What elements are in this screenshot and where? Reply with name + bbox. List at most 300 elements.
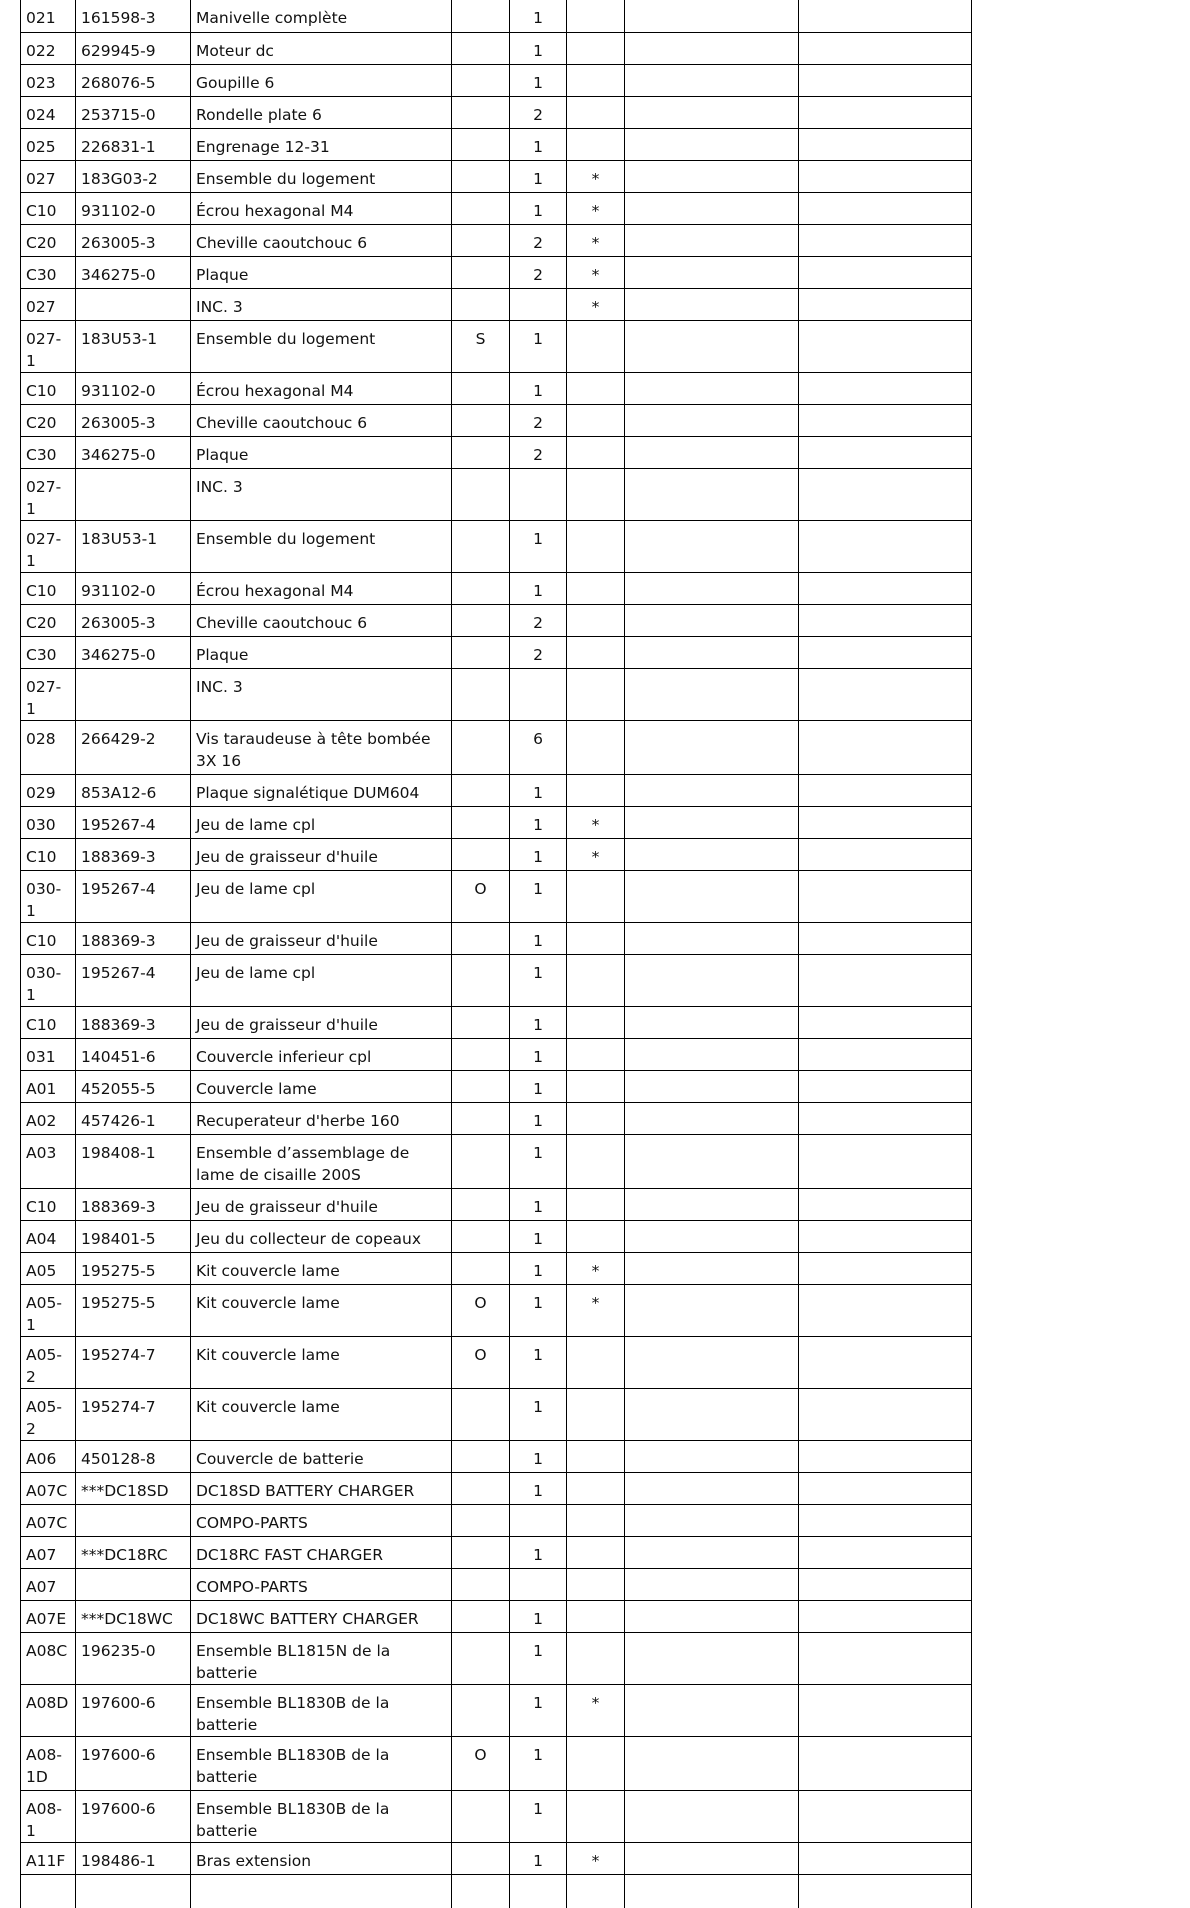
marker-cell: * <box>567 288 625 320</box>
notes-cell <box>799 128 972 160</box>
table-row <box>21 1038 972 1070</box>
notes-cell <box>799 954 972 1006</box>
part-number-cell: 346275-0 <box>76 256 191 288</box>
part-number-cell: 196235-0 <box>76 1632 191 1684</box>
part-number-cell: 931102-0 <box>76 572 191 604</box>
notes-cell <box>799 1038 972 1070</box>
item-number-cell: C10 <box>21 572 76 604</box>
part-number-cell: 183U53-1 <box>76 520 191 572</box>
table-row <box>21 1070 972 1102</box>
marker-cell <box>567 1504 625 1536</box>
flag-cell <box>452 720 510 774</box>
item-number-cell: A05-2 <box>21 1388 76 1440</box>
flag-cell: O <box>452 1736 510 1790</box>
part-number-cell: 183G03-2 <box>76 160 191 192</box>
item-number-cell: 030-1 <box>21 870 76 922</box>
table-row <box>21 1284 972 1336</box>
parts-table <box>20 0 972 1908</box>
marker-cell <box>567 468 625 520</box>
description-cell: Ensemble BL1815N de la batterie <box>191 1632 452 1684</box>
marker-cell: * <box>567 806 625 838</box>
marker-cell <box>567 1568 625 1600</box>
marker-cell <box>567 1632 625 1684</box>
description-cell: Couvercle de batterie <box>191 1440 452 1472</box>
quantity-cell: 1 <box>510 1472 567 1504</box>
item-number-cell: 029 <box>21 774 76 806</box>
quantity-cell: 1 <box>510 954 567 1006</box>
table-row <box>21 1842 972 1874</box>
marker-cell <box>567 404 625 436</box>
description-cell: Recuperateur d'herbe 160 <box>191 1102 452 1134</box>
item-number-cell: A05 <box>21 1252 76 1284</box>
quantity-cell: 1 <box>510 1842 567 1874</box>
marker-cell <box>567 1102 625 1134</box>
quantity-cell: 1 <box>510 1388 567 1440</box>
notes-cell <box>799 1006 972 1038</box>
quantity-cell: 2 <box>510 256 567 288</box>
marker-cell: * <box>567 192 625 224</box>
table-row <box>21 1134 972 1188</box>
table-row <box>21 668 972 720</box>
description-cell: Plaque <box>191 636 452 668</box>
item-number-cell: A08-1D <box>21 1736 76 1790</box>
item-number-cell: A07 <box>21 1536 76 1568</box>
item-number-cell: C10 <box>21 1006 76 1038</box>
marker-cell: * <box>567 160 625 192</box>
flag-cell <box>452 288 510 320</box>
description-cell: Ensemble du logement <box>191 160 452 192</box>
part-number-cell <box>76 668 191 720</box>
notes-cell <box>799 604 972 636</box>
item-number-cell: C10 <box>21 372 76 404</box>
item-number-cell: 031 <box>21 1038 76 1070</box>
notes-cell <box>799 1388 972 1440</box>
flag-cell <box>452 1790 510 1842</box>
quantity-cell: 2 <box>510 96 567 128</box>
part-number-cell: 263005-3 <box>76 404 191 436</box>
remarks-cell <box>625 1504 799 1536</box>
notes-cell <box>799 838 972 870</box>
notes-cell <box>799 572 972 604</box>
flag-cell <box>452 1038 510 1070</box>
quantity-cell: 1 <box>510 922 567 954</box>
description-cell: Jeu de graisseur d'huile <box>191 922 452 954</box>
marker-cell <box>567 922 625 954</box>
quantity-cell: 1 <box>510 1220 567 1252</box>
table-row <box>21 572 972 604</box>
description-cell: Jeu de lame cpl <box>191 954 452 1006</box>
description-cell: Écrou hexagonal M4 <box>191 192 452 224</box>
part-number-cell <box>76 1568 191 1600</box>
flag-cell <box>452 1102 510 1134</box>
notes-cell <box>799 1440 972 1472</box>
remarks-cell <box>625 1388 799 1440</box>
part-number-cell: 188369-3 <box>76 922 191 954</box>
quantity-cell <box>510 668 567 720</box>
part-number-cell: 197600-6 <box>76 1736 191 1790</box>
flag-cell <box>452 1070 510 1102</box>
part-number-cell: 188369-3 <box>76 1006 191 1038</box>
quantity-cell: 1 <box>510 372 567 404</box>
flag-cell <box>452 64 510 96</box>
item-number-cell: 027 <box>21 288 76 320</box>
empty-cell <box>625 1874 799 1908</box>
table-row <box>21 1504 972 1536</box>
notes-cell <box>799 32 972 64</box>
notes-cell <box>799 1220 972 1252</box>
marker-cell <box>567 1536 625 1568</box>
quantity-cell: 1 <box>510 1684 567 1736</box>
item-number-cell: 027-1 <box>21 468 76 520</box>
notes-cell <box>799 1336 972 1388</box>
notes-cell <box>799 1842 972 1874</box>
description-cell: Cheville caoutchouc 6 <box>191 224 452 256</box>
item-number-cell: A05-1 <box>21 1284 76 1336</box>
remarks-cell <box>625 1632 799 1684</box>
description-cell: Jeu de lame cpl <box>191 806 452 838</box>
remarks-cell <box>625 96 799 128</box>
notes-cell <box>799 1472 972 1504</box>
part-number-cell: 195275-5 <box>76 1284 191 1336</box>
flag-cell <box>452 372 510 404</box>
notes-cell <box>799 774 972 806</box>
part-number-cell: 195274-7 <box>76 1388 191 1440</box>
table-row <box>21 1220 972 1252</box>
table-row <box>21 520 972 572</box>
item-number-cell: 027-1 <box>21 320 76 372</box>
quantity-cell: 1 <box>510 1600 567 1632</box>
remarks-cell <box>625 806 799 838</box>
quantity-cell: 2 <box>510 636 567 668</box>
item-number-cell: A04 <box>21 1220 76 1252</box>
notes-cell <box>799 0 972 32</box>
table-row <box>21 838 972 870</box>
marker-cell <box>567 1336 625 1388</box>
table-row <box>21 774 972 806</box>
table-row <box>21 1736 972 1790</box>
description-cell: Vis taraudeuse à tête bombée 3X 16 <box>191 720 452 774</box>
table-row <box>21 1188 972 1220</box>
marker-cell <box>567 96 625 128</box>
notes-cell <box>799 1736 972 1790</box>
item-number-cell: 030-1 <box>21 954 76 1006</box>
remarks-cell <box>625 0 799 32</box>
quantity-cell: 1 <box>510 774 567 806</box>
flag-cell <box>452 256 510 288</box>
quantity-cell: 2 <box>510 604 567 636</box>
remarks-cell <box>625 1252 799 1284</box>
description-cell: Goupille 6 <box>191 64 452 96</box>
marker-cell <box>567 1736 625 1790</box>
remarks-cell <box>625 256 799 288</box>
table-row <box>21 320 972 372</box>
table-row <box>21 64 972 96</box>
flag-cell: O <box>452 1284 510 1336</box>
remarks-cell <box>625 636 799 668</box>
description-cell: Rondelle plate 6 <box>191 96 452 128</box>
description-cell: Plaque <box>191 256 452 288</box>
marker-cell: * <box>567 1684 625 1736</box>
item-number-cell: A03 <box>21 1134 76 1188</box>
flag-cell <box>452 1134 510 1188</box>
table-row <box>21 224 972 256</box>
notes-cell <box>799 1284 972 1336</box>
description-cell: Jeu de graisseur d'huile <box>191 1006 452 1038</box>
part-number-cell: 195267-4 <box>76 954 191 1006</box>
description-cell: Jeu du collecteur de copeaux <box>191 1220 452 1252</box>
table-row <box>21 192 972 224</box>
table-row <box>21 288 972 320</box>
marker-cell: * <box>567 1284 625 1336</box>
table-row <box>21 1440 972 1472</box>
quantity-cell: 1 <box>510 870 567 922</box>
quantity-cell: 1 <box>510 1134 567 1188</box>
description-cell: Moteur dc <box>191 32 452 64</box>
flag-cell <box>452 1006 510 1038</box>
item-number-cell: A07 <box>21 1568 76 1600</box>
remarks-cell <box>625 64 799 96</box>
quantity-cell: 6 <box>510 720 567 774</box>
notes-cell <box>799 1070 972 1102</box>
flag-cell <box>452 1440 510 1472</box>
table-row <box>21 128 972 160</box>
description-cell: Couvercle inferieur cpl <box>191 1038 452 1070</box>
marker-cell <box>567 668 625 720</box>
remarks-cell <box>625 1536 799 1568</box>
flag-cell <box>452 806 510 838</box>
item-number-cell: A08D <box>21 1684 76 1736</box>
quantity-cell: 1 <box>510 572 567 604</box>
empty-cell <box>510 1874 567 1908</box>
table-row <box>21 720 972 774</box>
marker-cell: * <box>567 1252 625 1284</box>
notes-cell <box>799 1536 972 1568</box>
part-number-cell: 853A12-6 <box>76 774 191 806</box>
table-row <box>21 1252 972 1284</box>
notes-cell <box>799 1504 972 1536</box>
marker-cell <box>567 32 625 64</box>
marker-cell <box>567 774 625 806</box>
marker-cell <box>567 520 625 572</box>
flag-cell <box>452 668 510 720</box>
item-number-cell: A07E <box>21 1600 76 1632</box>
marker-cell <box>567 1038 625 1070</box>
item-number-cell: 030 <box>21 806 76 838</box>
empty-cell <box>191 1874 452 1908</box>
notes-cell <box>799 922 972 954</box>
item-number-cell: C30 <box>21 436 76 468</box>
flag-cell <box>452 1600 510 1632</box>
table-row <box>21 1472 972 1504</box>
flag-cell: O <box>452 870 510 922</box>
notes-cell <box>799 288 972 320</box>
part-number-cell: 198408-1 <box>76 1134 191 1188</box>
parts-table-body <box>21 0 972 1908</box>
flag-cell <box>452 838 510 870</box>
flag-cell <box>452 1252 510 1284</box>
table-row <box>21 404 972 436</box>
quantity-cell: 2 <box>510 224 567 256</box>
flag-cell <box>452 192 510 224</box>
notes-cell <box>799 668 972 720</box>
part-number-cell: 450128-8 <box>76 1440 191 1472</box>
remarks-cell <box>625 1440 799 1472</box>
notes-cell <box>799 1134 972 1188</box>
table-row <box>21 1568 972 1600</box>
part-number-cell: 195267-4 <box>76 806 191 838</box>
item-number-cell: A07C <box>21 1504 76 1536</box>
part-number-cell: ***DC18RC <box>76 1536 191 1568</box>
item-number-cell: A01 <box>21 1070 76 1102</box>
description-cell: Jeu de graisseur d'huile <box>191 1188 452 1220</box>
remarks-cell <box>625 160 799 192</box>
description-cell: Écrou hexagonal M4 <box>191 572 452 604</box>
description-cell: Plaque <box>191 436 452 468</box>
remarks-cell <box>625 1568 799 1600</box>
empty-cell <box>799 1874 972 1908</box>
remarks-cell <box>625 1736 799 1790</box>
description-cell: Ensemble BL1830B de la batterie <box>191 1736 452 1790</box>
description-cell: Kit couvercle lame <box>191 1252 452 1284</box>
flag-cell <box>452 1220 510 1252</box>
item-number-cell: A05-2 <box>21 1336 76 1388</box>
notes-cell <box>799 224 972 256</box>
item-number-cell: C20 <box>21 604 76 636</box>
marker-cell: * <box>567 838 625 870</box>
remarks-cell <box>625 1284 799 1336</box>
description-cell: Jeu de lame cpl <box>191 870 452 922</box>
remarks-cell <box>625 1134 799 1188</box>
marker-cell <box>567 1472 625 1504</box>
description-cell: Engrenage 12-31 <box>191 128 452 160</box>
remarks-cell <box>625 1472 799 1504</box>
empty-cell <box>567 1874 625 1908</box>
item-number-cell: A02 <box>21 1102 76 1134</box>
description-cell: Manivelle complète <box>191 0 452 32</box>
table-row <box>21 0 972 32</box>
table-row <box>21 604 972 636</box>
marker-cell <box>567 128 625 160</box>
quantity-cell <box>510 468 567 520</box>
flag-cell <box>452 436 510 468</box>
table-row <box>21 1684 972 1736</box>
part-number-cell: 140451-6 <box>76 1038 191 1070</box>
marker-cell <box>567 954 625 1006</box>
quantity-cell: 1 <box>510 1336 567 1388</box>
item-number-cell: C30 <box>21 636 76 668</box>
marker-cell <box>567 1790 625 1842</box>
part-number-cell: 188369-3 <box>76 1188 191 1220</box>
table-row <box>21 1102 972 1134</box>
quantity-cell: 1 <box>510 838 567 870</box>
part-number-cell: 266429-2 <box>76 720 191 774</box>
item-number-cell: 025 <box>21 128 76 160</box>
part-number-cell: 198401-5 <box>76 1220 191 1252</box>
notes-cell <box>799 1102 972 1134</box>
table-row <box>21 96 972 128</box>
description-cell: INC. 3 <box>191 668 452 720</box>
remarks-cell <box>625 870 799 922</box>
description-cell: Cheville caoutchouc 6 <box>191 404 452 436</box>
table-row <box>21 1632 972 1684</box>
description-cell: INC. 3 <box>191 468 452 520</box>
description-cell: DC18WC BATTERY CHARGER <box>191 1600 452 1632</box>
flag-cell <box>452 1536 510 1568</box>
description-cell: DC18SD BATTERY CHARGER <box>191 1472 452 1504</box>
quantity-cell: 1 <box>510 0 567 32</box>
table-row <box>21 32 972 64</box>
flag-cell <box>452 954 510 1006</box>
remarks-cell <box>625 32 799 64</box>
notes-cell <box>799 520 972 572</box>
quantity-cell: 1 <box>510 1188 567 1220</box>
item-number-cell: C30 <box>21 256 76 288</box>
quantity-cell: 1 <box>510 806 567 838</box>
part-number-cell <box>76 1504 191 1536</box>
flag-cell: S <box>452 320 510 372</box>
item-number-cell: C20 <box>21 224 76 256</box>
item-number-cell: C20 <box>21 404 76 436</box>
flag-cell <box>452 520 510 572</box>
remarks-cell <box>625 1336 799 1388</box>
flag-cell <box>452 1632 510 1684</box>
notes-cell <box>799 1632 972 1684</box>
marker-cell: * <box>567 224 625 256</box>
item-number-cell: A07C <box>21 1472 76 1504</box>
remarks-cell <box>625 954 799 1006</box>
flag-cell <box>452 774 510 806</box>
description-cell: Kit couvercle lame <box>191 1336 452 1388</box>
remarks-cell <box>625 668 799 720</box>
remarks-cell <box>625 572 799 604</box>
flag-cell <box>452 1504 510 1536</box>
table-row <box>21 1336 972 1388</box>
quantity-cell: 1 <box>510 160 567 192</box>
notes-cell <box>799 320 972 372</box>
part-number-cell: 629945-9 <box>76 32 191 64</box>
marker-cell <box>567 436 625 468</box>
remarks-cell <box>625 1684 799 1736</box>
remarks-cell <box>625 224 799 256</box>
notes-cell <box>799 64 972 96</box>
quantity-cell: 1 <box>510 64 567 96</box>
table-row <box>21 372 972 404</box>
marker-cell <box>567 1006 625 1038</box>
item-number-cell: A08C <box>21 1632 76 1684</box>
description-cell: Plaque signalétique DUM604 <box>191 774 452 806</box>
remarks-cell <box>625 604 799 636</box>
table-row <box>21 954 972 1006</box>
marker-cell <box>567 64 625 96</box>
remarks-cell <box>625 838 799 870</box>
item-number-cell: 028 <box>21 720 76 774</box>
notes-cell <box>799 96 972 128</box>
item-number-cell: 023 <box>21 64 76 96</box>
part-number-cell: ***DC18SD <box>76 1472 191 1504</box>
description-cell: Écrou hexagonal M4 <box>191 372 452 404</box>
item-number-cell: A11F <box>21 1842 76 1874</box>
part-number-cell: 346275-0 <box>76 636 191 668</box>
part-number-cell: 263005-3 <box>76 604 191 636</box>
quantity-cell: 1 <box>510 320 567 372</box>
description-cell: DC18RC FAST CHARGER <box>191 1536 452 1568</box>
table-row <box>21 1388 972 1440</box>
remarks-cell <box>625 1790 799 1842</box>
flag-cell <box>452 1472 510 1504</box>
flag-cell <box>452 96 510 128</box>
notes-cell <box>799 192 972 224</box>
quantity-cell: 1 <box>510 32 567 64</box>
